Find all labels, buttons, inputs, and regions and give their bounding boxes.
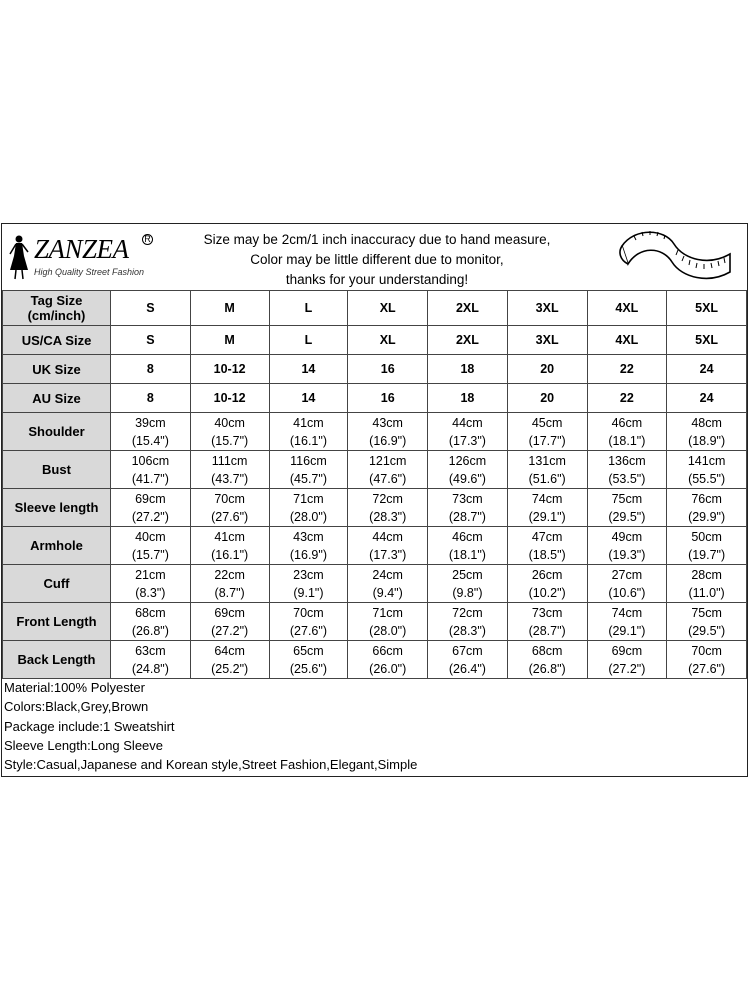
table-cell	[190, 413, 269, 451]
table-row	[3, 355, 747, 384]
cell-inch: (10.2")	[528, 585, 566, 600]
notice-line: Color may be little different due to monitor,	[250, 252, 504, 267]
table-cell	[348, 489, 428, 527]
cell-cm: 50cm	[691, 529, 722, 544]
cell-inch: (28.0")	[289, 509, 327, 524]
table-cell	[667, 603, 747, 641]
cell-inch: (43.7")	[211, 471, 249, 486]
table-cell	[190, 527, 269, 565]
cell-cm: 44cm	[452, 415, 483, 430]
table-cell	[428, 451, 508, 489]
cell-cm: 25cm	[452, 567, 483, 582]
cell-inch: (17.3")	[369, 547, 407, 562]
cell-cm: 70cm	[293, 605, 324, 620]
cell-cm: 69cm	[611, 643, 643, 658]
table-row	[3, 451, 747, 489]
cell-inch: (27.2")	[608, 661, 646, 676]
table-cell	[587, 527, 667, 565]
cell-inch: (28.0")	[369, 623, 407, 638]
cell-cm: 75cm	[611, 491, 643, 506]
label-line: (cm/inch)	[27, 308, 86, 323]
row-label-us-ca-size: US/CA Size	[3, 326, 111, 355]
cell-cm: 71cm	[293, 491, 324, 506]
cell-inch: (9.1")	[293, 585, 324, 600]
cell-inch: (25.6")	[289, 661, 327, 676]
cell-cm: 48cm	[691, 415, 722, 430]
table-cell: 18	[428, 384, 508, 413]
table-cell	[190, 489, 269, 527]
spec-style: Style:Casual,Japanese and Korean style,Street Fashion,Elegant,Simple	[4, 757, 418, 773]
cell-inch: (17.3")	[448, 433, 486, 448]
spec-colors: Colors:Black,Grey,Brown	[4, 699, 149, 715]
table-cell: L	[269, 326, 348, 355]
table-cell	[507, 641, 587, 679]
fashion-model-silhouette-icon	[6, 234, 32, 280]
table-cell	[111, 451, 191, 489]
cell-inch: (45.7")	[289, 471, 327, 486]
table-cell	[428, 527, 508, 565]
table-cell	[348, 641, 428, 679]
brand-logo	[6, 232, 156, 282]
table-cell	[111, 641, 191, 679]
cell-cm: 28cm	[691, 567, 722, 582]
table-cell	[111, 603, 191, 641]
cell-inch: (26.8")	[131, 623, 169, 638]
table-cell: 14	[269, 355, 348, 384]
cell-cm: 116cm	[290, 453, 327, 468]
cell-cm: 63cm	[135, 643, 166, 658]
table-cell	[507, 489, 587, 527]
cell-cm: 131cm	[528, 453, 566, 468]
cell-inch: (29.9")	[688, 509, 726, 524]
row-label-cuff: Cuff	[3, 565, 111, 603]
table-cell	[111, 565, 191, 603]
table-cell	[269, 413, 348, 451]
cell-cm: 40cm	[135, 529, 166, 544]
table-cell	[348, 603, 428, 641]
cell-inch: (55.5")	[688, 471, 726, 486]
cell-inch: (29.5")	[608, 509, 646, 524]
cell-cm: 49cm	[611, 529, 643, 544]
cell-cm: 67cm	[452, 643, 483, 658]
cell-inch: (17.7")	[528, 433, 566, 448]
table-cell: 8	[111, 384, 191, 413]
table-cell	[190, 603, 269, 641]
table-cell: 2XL	[428, 326, 508, 355]
registered-mark: R	[142, 234, 153, 245]
measurement-rows	[3, 413, 747, 679]
cell-inch: (19.7")	[688, 547, 726, 562]
table-cell	[269, 641, 348, 679]
table-cell	[348, 451, 428, 489]
cell-cm: 72cm	[452, 605, 483, 620]
cell-inch: (27.2")	[131, 509, 169, 524]
cell-cm: 76cm	[691, 491, 722, 506]
cell-cm: 46cm	[452, 529, 483, 544]
table-cell: 22	[587, 384, 667, 413]
table-cell: 24	[667, 355, 747, 384]
cell-cm: 39cm	[135, 415, 166, 430]
row-label-front-length: Front Length	[3, 603, 111, 641]
cell-cm: 43cm	[293, 529, 324, 544]
table-cell: 5XL	[667, 326, 747, 355]
cell-inch: (28.7")	[528, 623, 566, 638]
table-cell: 10-12	[190, 355, 269, 384]
cell-cm: 43cm	[372, 415, 403, 430]
cell-cm: 70cm	[214, 491, 245, 506]
cell-inch: (18.9")	[688, 433, 726, 448]
measurement-notice	[192, 230, 562, 290]
table-cell: 20	[507, 355, 587, 384]
table-cell: M	[190, 326, 269, 355]
cell-inch: (15.7")	[211, 433, 249, 448]
cell-inch: (15.4")	[131, 433, 169, 448]
table-cell	[428, 489, 508, 527]
table-cell	[269, 565, 348, 603]
notice-line: Size may be 2cm/1 inch inaccuracy due to hand measure,	[203, 232, 551, 247]
table-cell	[507, 413, 587, 451]
table-cell	[587, 641, 667, 679]
cell-inch: (28.7")	[448, 509, 486, 524]
cell-cm: 68cm	[135, 605, 166, 620]
table-cell: 16	[348, 355, 428, 384]
cell-inch: (16.9")	[369, 433, 407, 448]
cell-inch: (9.4")	[372, 585, 403, 600]
row-label-uk-size: UK Size	[3, 355, 111, 384]
cell-cm: 74cm	[531, 491, 563, 506]
cell-inch: (26.0")	[369, 661, 407, 676]
cell-cm: 41cm	[293, 415, 324, 430]
table-cell	[111, 527, 191, 565]
cell-cm: 22cm	[214, 567, 245, 582]
table-row	[3, 641, 747, 679]
table-cell	[507, 451, 587, 489]
table-cell	[667, 565, 747, 603]
table-row	[3, 413, 747, 451]
cell-cm: 23cm	[293, 567, 324, 582]
cell-inch: (24.8")	[131, 661, 169, 676]
cell-inch: (15.7")	[131, 547, 169, 562]
table-cell	[348, 565, 428, 603]
cell-cm: 75cm	[691, 605, 722, 620]
brand-name: ZANZEA	[34, 234, 129, 264]
table-cell: L	[269, 291, 348, 326]
table-cell	[269, 603, 348, 641]
cell-inch: (27.6")	[289, 623, 327, 638]
cell-cm: 64cm	[214, 643, 245, 658]
table-cell: 22	[587, 355, 667, 384]
table-cell: XL	[348, 291, 428, 326]
cell-inch: (29.1")	[528, 509, 566, 524]
cell-cm: 73cm	[452, 491, 483, 506]
cell-inch: (28.3")	[448, 623, 486, 638]
cell-inch: (9.8")	[452, 585, 483, 600]
table-cell	[111, 489, 191, 527]
cell-cm: 106cm	[131, 453, 170, 468]
table-cell	[667, 413, 747, 451]
table-cell	[348, 413, 428, 451]
cell-inch: (10.6")	[608, 585, 646, 600]
cell-inch: (41.7")	[131, 471, 169, 486]
cell-cm: 68cm	[531, 643, 563, 658]
table-cell	[428, 565, 508, 603]
cell-inch: (26.4")	[448, 661, 486, 676]
table-cell	[190, 451, 269, 489]
table-cell	[348, 527, 428, 565]
cell-inch: (18.1")	[608, 433, 646, 448]
cell-cm: 73cm	[531, 605, 563, 620]
cell-inch: (8.3")	[135, 585, 166, 600]
cell-inch: (29.5")	[688, 623, 726, 638]
cell-cm: 27cm	[611, 567, 643, 582]
cell-inch: (8.7")	[214, 585, 245, 600]
cell-cm: 44cm	[372, 529, 403, 544]
table-cell	[269, 527, 348, 565]
table-cell	[190, 565, 269, 603]
cell-inch: (19.3")	[608, 547, 646, 562]
cell-cm: 66cm	[372, 643, 403, 658]
cell-cm: 65cm	[293, 643, 324, 658]
cell-cm: 136cm	[608, 453, 646, 468]
cell-cm: 69cm	[135, 491, 166, 506]
measuring-tape-icon	[614, 226, 734, 288]
table-cell: 10-12	[190, 384, 269, 413]
table-row	[3, 384, 747, 413]
table-cell	[667, 489, 747, 527]
cell-inch: (51.6")	[528, 471, 566, 486]
cell-cm: 71cm	[372, 605, 403, 620]
table-cell: 20	[507, 384, 587, 413]
table-cell: 14	[269, 384, 348, 413]
cell-cm: 72cm	[372, 491, 403, 506]
table-cell	[667, 641, 747, 679]
cell-cm: 24cm	[372, 567, 403, 582]
cell-inch: (27.6")	[688, 661, 726, 676]
table-cell: XL	[348, 326, 428, 355]
table-row	[3, 326, 747, 355]
cell-inch: (26.8")	[528, 661, 566, 676]
table-cell	[587, 451, 667, 489]
spec-sleeve-length: Sleeve Length:Long Sleeve	[4, 737, 164, 753]
cell-inch: (27.2")	[211, 623, 249, 638]
table-cell	[667, 451, 747, 489]
cell-inch: (29.1")	[608, 623, 646, 638]
size-table	[2, 290, 747, 679]
table-cell	[269, 489, 348, 527]
size-chart-sheet	[1, 223, 748, 777]
cell-inch: (18.5")	[528, 547, 566, 562]
table-cell	[111, 413, 191, 451]
row-label-shoulder: Shoulder	[3, 413, 111, 451]
table-cell	[269, 451, 348, 489]
table-row	[3, 527, 747, 565]
cell-cm: 45cm	[531, 415, 563, 430]
row-label-tag-size	[3, 291, 111, 326]
table-cell	[587, 413, 667, 451]
chart-header	[2, 224, 747, 290]
table-cell: 2XL	[428, 291, 508, 326]
cell-cm: 26cm	[531, 567, 563, 582]
table-cell	[587, 603, 667, 641]
row-label-sleeve: Sleeve length	[3, 489, 111, 527]
cell-inch: (18.1")	[448, 547, 486, 562]
table-cell: 4XL	[587, 291, 667, 326]
cell-inch: (16.1")	[289, 433, 327, 448]
table-row	[3, 565, 747, 603]
table-cell: 24	[667, 384, 747, 413]
cell-cm: 46cm	[611, 415, 643, 430]
cell-cm: 111cm	[211, 453, 248, 468]
table-cell: 16	[348, 384, 428, 413]
cell-inch: (16.9")	[289, 547, 327, 562]
label-line: Tag Size	[30, 293, 83, 308]
table-cell: 3XL	[507, 291, 587, 326]
row-label-au-size: AU Size	[3, 384, 111, 413]
cell-cm: 70cm	[691, 643, 722, 658]
row-label-armhole: Armhole	[3, 527, 111, 565]
table-cell	[667, 527, 747, 565]
cell-cm: 141cm	[687, 453, 726, 468]
cell-cm: 21cm	[135, 567, 166, 582]
cell-cm: 69cm	[214, 605, 245, 620]
table-cell: M	[190, 291, 269, 326]
table-row	[3, 291, 747, 326]
cell-cm: 126cm	[448, 453, 487, 468]
product-specs	[4, 678, 417, 774]
table-cell: S	[111, 326, 191, 355]
table-cell	[507, 565, 587, 603]
brand-tagline: High Quality Street Fashion	[34, 267, 145, 277]
row-label-back-length: Back Length	[3, 641, 111, 679]
table-cell	[587, 565, 667, 603]
cell-cm: 74cm	[611, 605, 643, 620]
cell-inch: (47.6")	[369, 471, 407, 486]
table-cell	[507, 527, 587, 565]
table-cell: 18	[428, 355, 508, 384]
cell-inch: (11.0")	[688, 585, 725, 600]
spec-material: Material:100% Polyester	[4, 680, 145, 695]
table-cell: 5XL	[667, 291, 747, 326]
table-cell	[507, 603, 587, 641]
table-cell	[428, 641, 508, 679]
table-cell: 8	[111, 355, 191, 384]
cell-cm: 121cm	[368, 453, 407, 468]
cell-inch: (53.5")	[608, 471, 646, 486]
cell-cm: 41cm	[214, 529, 245, 544]
table-cell: 3XL	[507, 326, 587, 355]
table-cell	[428, 603, 508, 641]
cell-cm: 47cm	[531, 529, 563, 544]
cell-cm: 40cm	[214, 415, 245, 430]
table-cell	[190, 641, 269, 679]
notice-line: thanks for your understanding!	[285, 272, 469, 287]
table-cell	[587, 489, 667, 527]
table-row	[3, 489, 747, 527]
table-cell: 4XL	[587, 326, 667, 355]
cell-inch: (28.3")	[369, 509, 407, 524]
cell-inch: (27.6")	[211, 509, 249, 524]
cell-inch: (49.6")	[448, 471, 486, 486]
row-label-bust: Bust	[3, 451, 111, 489]
table-cell	[428, 413, 508, 451]
table-cell: S	[111, 291, 191, 326]
cell-inch: (25.2")	[211, 661, 249, 676]
spec-package: Package include:1 Sweatshirt	[4, 718, 175, 734]
cell-inch: (16.1")	[211, 547, 249, 562]
table-row	[3, 603, 747, 641]
